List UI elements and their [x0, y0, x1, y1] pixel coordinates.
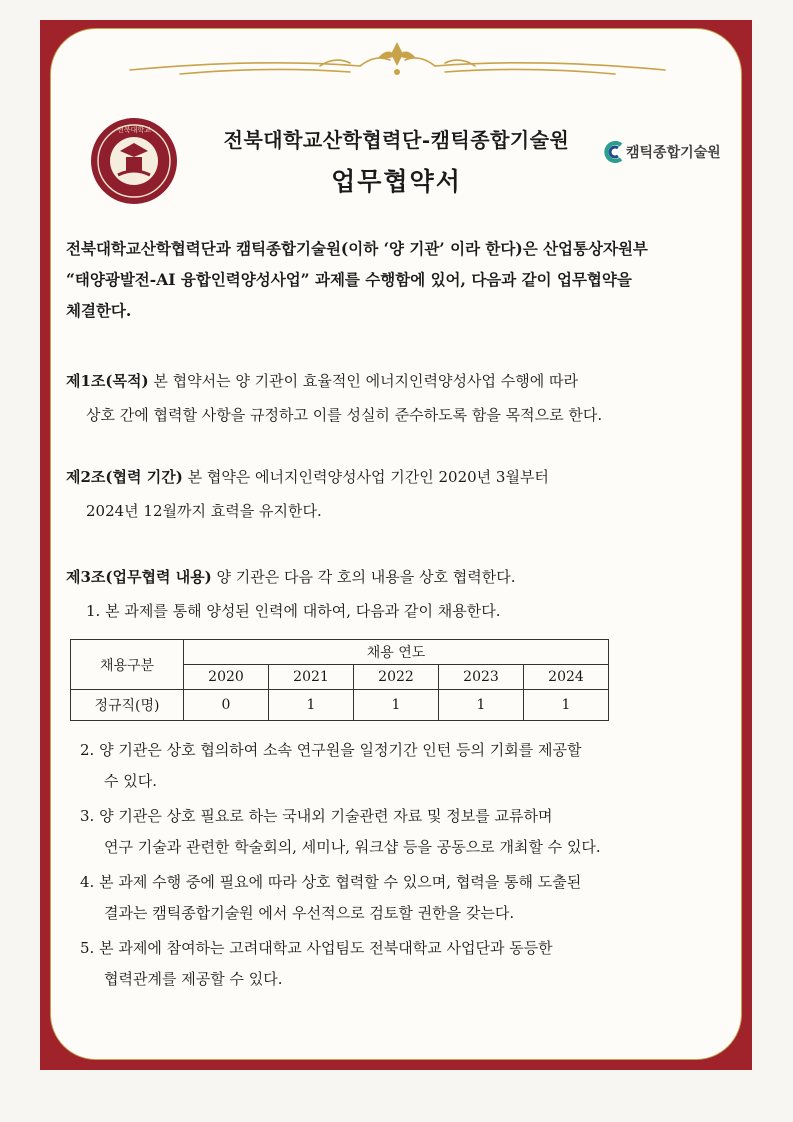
- list-item-text: 5. 본 과제에 참여하는 고려대학교 사업팀도 전북대학교 사업단과 동등한: [80, 939, 553, 957]
- intro-line: 체결한다.: [66, 301, 132, 320]
- intro-line: “태양광발전-AI 융합인력양성사업” 과제를 수행함에 있어, 다음과 같이 업무협약을: [66, 270, 632, 289]
- article-heading: 제2조(협력 기간): [66, 468, 183, 486]
- value-cell: 1: [439, 690, 524, 721]
- article-heading: 제3조(업무협력 내용): [66, 568, 212, 586]
- list-item-text: 결과는 캠틱종합기술원 에서 우선적으로 검토할 권한을 갖는다.: [104, 904, 515, 922]
- gold-ornament: [120, 36, 675, 86]
- year-cell: 2022: [354, 665, 439, 690]
- list-item-text: 2. 양 기관은 상호 협의하여 소속 연구원을 일정기간 인턴 등의 기회를 제공할: [80, 741, 582, 759]
- camtic-logo-icon: [603, 141, 625, 163]
- article-2: [66, 460, 746, 528]
- cooperation-items: [80, 735, 750, 999]
- camtic-logo-text: 캠틱종합기술원: [626, 145, 721, 161]
- list-item-text: 4. 본 과제 수행 중에 필요에 따라 상호 협력할 수 있으며, 협력을 통해 도출된: [80, 873, 582, 891]
- seal-text: 전북대학교: [117, 126, 151, 134]
- value-cell: 1: [269, 690, 354, 721]
- camtic-logo: [603, 141, 721, 163]
- list-item: [80, 801, 750, 863]
- hiring-table: [70, 639, 609, 721]
- article-3: [66, 560, 746, 628]
- list-item: [80, 735, 750, 797]
- value-cell: 0: [184, 690, 269, 721]
- list-item-text: 수 있다.: [104, 772, 158, 790]
- list-item: [80, 867, 750, 929]
- value-cell: 1: [524, 690, 609, 721]
- list-item-text: 연구 기술과 관련한 학술회의, 세미나, 워크샵 등을 공동으로 개최할 수 있다.: [104, 838, 601, 856]
- value-cell: 1: [354, 690, 439, 721]
- year-cell: 2020: [184, 665, 269, 690]
- list-item-text: 협력관계를 제공할 수 있다.: [104, 970, 283, 988]
- row-header-cell: 채용구분: [71, 640, 184, 690]
- intro-paragraph: [66, 233, 746, 326]
- article-text: 2024년 12월까지 효력을 유지한다.: [86, 502, 322, 520]
- organization-name: 전북대학교산학협력단-캠틱종합기술원: [223, 128, 570, 152]
- row-label-cell: 정규직(명): [71, 690, 184, 721]
- article-text: 본 협약은 에너지인력양성사업 기간인 2020년 3월부터: [182, 468, 549, 486]
- list-item-text: 3. 양 기관은 상호 필요로 하는 국내외 기술관련 자료 및 정보를 교류하며: [80, 807, 553, 825]
- article-text: 본 협약서는 양 기관이 효율적인 에너지인력양성사업 수행에 따라: [148, 372, 578, 390]
- document-title: 업무협약서: [331, 167, 462, 196]
- article-text: 상호 간에 협력할 사항을 규정하고 이를 성실히 준수하도록 함을 목적으로 한다.: [86, 406, 603, 424]
- intro-line: 전북대학교산학협력단과 캠틱종합기술원(이하 ‘양 기관’ 이라 한다)은 산업통상자원부: [66, 239, 648, 258]
- article-text: 1. 본 과제를 통해 양성된 인력에 대하여, 다음과 같이 채용한다.: [86, 602, 501, 620]
- article-text: 양 기관은 다음 각 호의 내용을 상호 협력한다.: [211, 568, 516, 586]
- group-header-cell: 채용 연도: [184, 640, 609, 665]
- year-cell: 2021: [269, 665, 354, 690]
- hiring-table-wrapper: [70, 639, 609, 721]
- year-cell: 2023: [439, 665, 524, 690]
- list-item: [80, 933, 750, 995]
- article-heading: 제1조(목적): [66, 372, 149, 390]
- article-1: [66, 364, 746, 432]
- year-cell: 2024: [524, 665, 609, 690]
